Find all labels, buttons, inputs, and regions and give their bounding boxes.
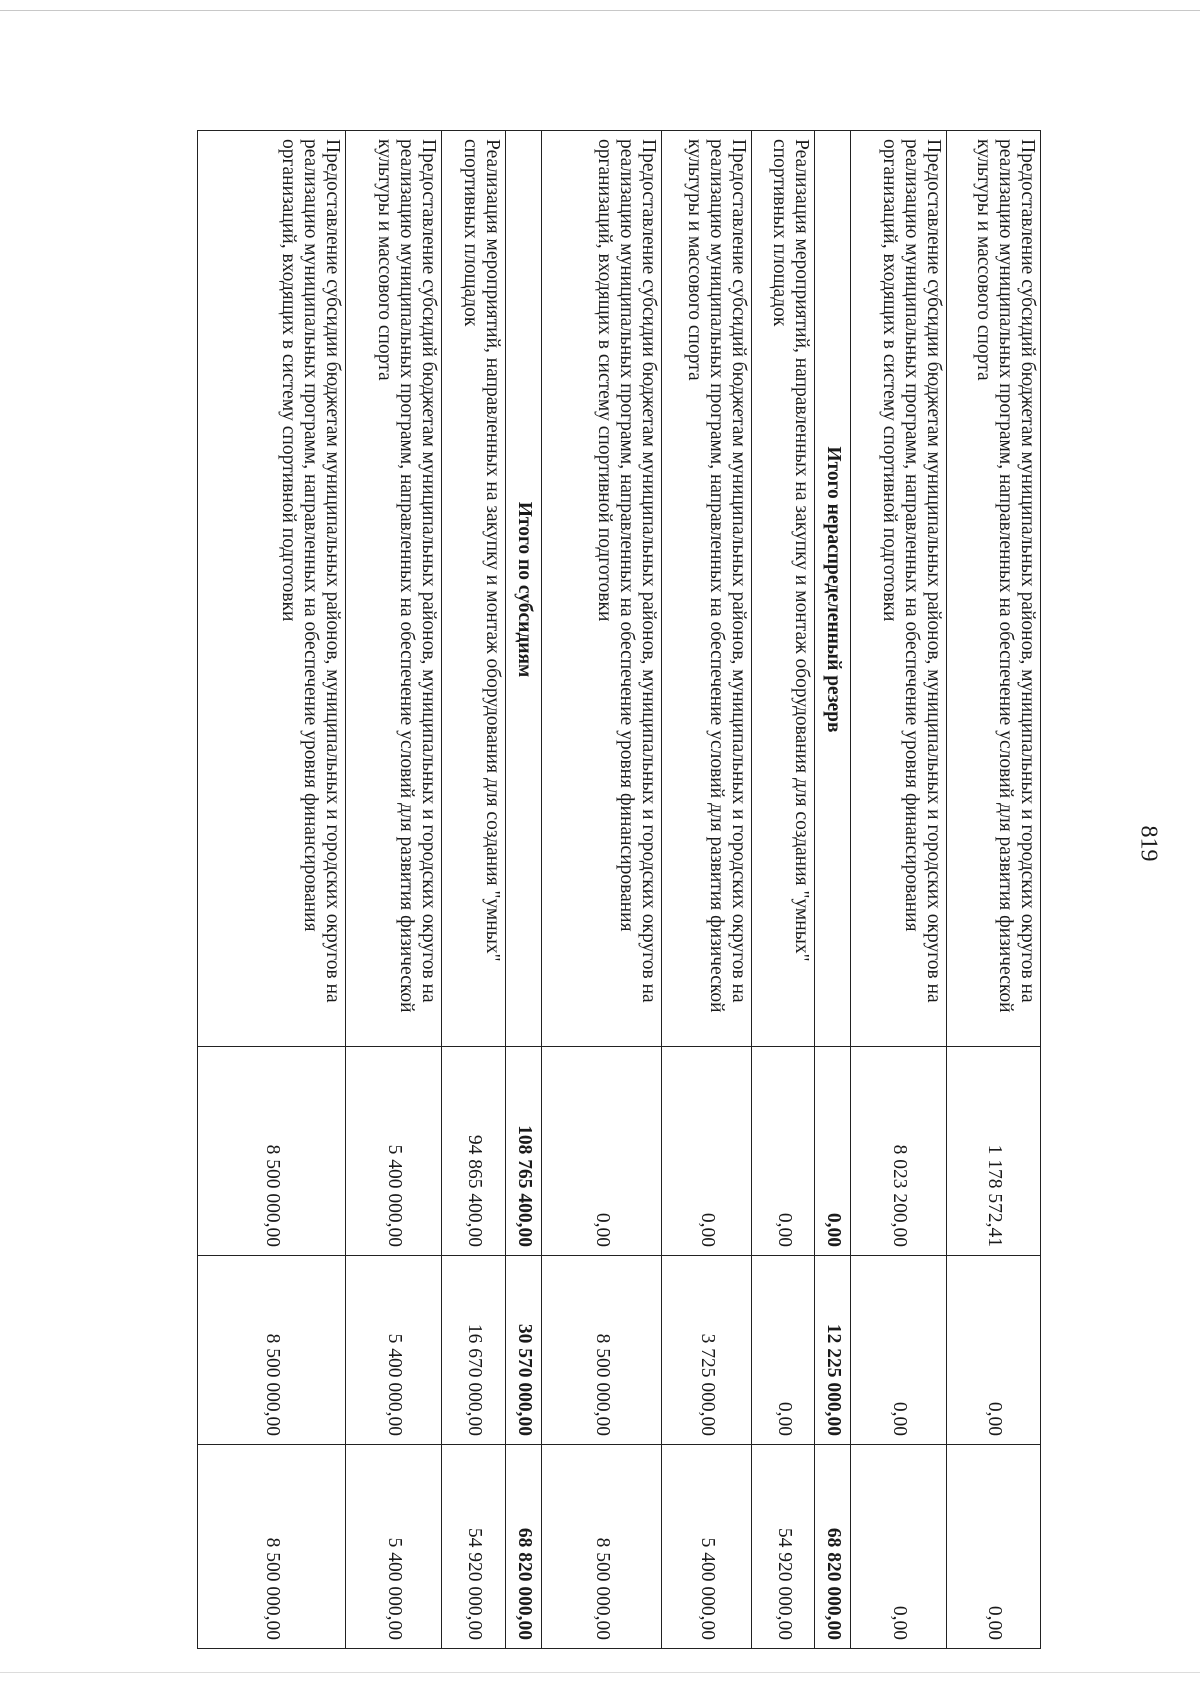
row-label: Предоставление субсидии бюджетам муниципальных районов, муниципальных и городских округов на реализацию муниципальных программ, направленных на обеспечение уровня финансирования организаций, входящих в систему спортивной подготовки xyxy=(198,131,346,1047)
value-cell-3: 8 500 000,00 xyxy=(542,1445,662,1649)
value-cell-3: 0,00 xyxy=(947,1445,1041,1649)
value-cell-2: 0,00 xyxy=(947,1256,1041,1445)
rotated-table-container xyxy=(198,130,1041,1648)
value-cell-1: 1 178 572,41 xyxy=(947,1047,1041,1256)
page-number: 819 xyxy=(1135,825,1162,862)
row-label: Предоставление субсидии бюджетам муниципальных районов, муниципальных и городских округов на реализацию муниципальных программ, направленных на обеспечение уровня финансирования организаций, входящих в систему спортивной подготовки xyxy=(542,131,662,1047)
value-cell-3: 68 820 000,00 xyxy=(506,1445,542,1649)
value-cell-2: 30 570 000,00 xyxy=(506,1256,542,1445)
value-cell-3: 54 920 000,00 xyxy=(442,1445,506,1649)
value-cell-1: 0,00 xyxy=(542,1047,662,1256)
table-row xyxy=(542,131,662,1649)
value-cell-3: 0,00 xyxy=(851,1445,947,1649)
value-cell-1: 108 765 400,00 xyxy=(506,1047,542,1256)
value-cell-3: 5 400 000,00 xyxy=(346,1445,442,1649)
row-label: Предоставление субсидий бюджетам муниципальных районов, муниципальных и городских округов на реализацию муниципальных программ, направленных на обеспечение условий для развития физической культуры и массового спорта xyxy=(947,131,1041,1047)
value-cell-2: 8 500 000,00 xyxy=(198,1256,346,1445)
table-row xyxy=(851,131,947,1649)
value-cell-2: 5 400 000,00 xyxy=(346,1256,442,1445)
value-cell-2: 16 670 000,00 xyxy=(442,1256,506,1445)
scan-edge-bottom xyxy=(0,1672,1200,1673)
table-row-total xyxy=(506,131,542,1649)
total-label: Итого нераспределенный резерв xyxy=(815,131,851,1047)
value-cell-2: 0,00 xyxy=(851,1256,947,1445)
value-cell-1: 94 865 400,00 xyxy=(442,1047,506,1256)
total-label: Итого по субсидиям xyxy=(506,131,542,1047)
table-row xyxy=(662,131,752,1649)
subsidy-table xyxy=(197,130,1041,1649)
value-cell-3: 54 920 000,00 xyxy=(752,1445,815,1649)
value-cell-3: 68 820 000,00 xyxy=(815,1445,851,1649)
value-cell-2: 3 725 000,00 xyxy=(662,1256,752,1445)
value-cell-2: 8 500 000,00 xyxy=(542,1256,662,1445)
row-label: Предоставление субсидий бюджетам муниципальных районов, муниципальных и городских округов на реализацию муниципальных программ, направленных на обеспечение условий для развития физической культуры и массового спорта xyxy=(662,131,752,1047)
value-cell-3: 5 400 000,00 xyxy=(662,1445,752,1649)
value-cell-2: 0,00 xyxy=(752,1256,815,1445)
value-cell-1: 0,00 xyxy=(662,1047,752,1256)
value-cell-3: 8 500 000,00 xyxy=(198,1445,346,1649)
table-row xyxy=(198,131,346,1649)
value-cell-1: 8 500 000,00 xyxy=(198,1047,346,1256)
table-row xyxy=(442,131,506,1649)
table-row xyxy=(947,131,1041,1649)
row-label: Реализация мероприятий, направленных на закупку и монтаж оборудования для создания "умных" спортивных площадок xyxy=(442,131,506,1047)
value-cell-2: 12 225 000,00 xyxy=(815,1256,851,1445)
scan-edge-top xyxy=(0,10,1200,11)
value-cell-1: 8 023 200,00 xyxy=(851,1047,947,1256)
value-cell-1: 0,00 xyxy=(752,1047,815,1256)
value-cell-1: 0,00 xyxy=(815,1047,851,1256)
table-row-total xyxy=(815,131,851,1649)
table-row xyxy=(346,131,442,1649)
row-label: Предоставление субсидий бюджетам муниципальных районов, муниципальных и городских округов на реализацию муниципальных программ, направленных на обеспечение условий для развития физической культуры и массового спорта xyxy=(346,131,442,1047)
value-cell-1: 5 400 000,00 xyxy=(346,1047,442,1256)
row-label: Реализация мероприятий, направленных на закупку и монтаж оборудования для создания "умных" спортивных площадок xyxy=(752,131,815,1047)
row-label: Предоставление субсидии бюджетам муниципальных районов, муниципальных и городских округов на реализацию муниципальных программ, направленных на обеспечение уровня финансирования организаций, входящих в систему спортивной подготовки xyxy=(851,131,947,1047)
table-row xyxy=(752,131,815,1649)
